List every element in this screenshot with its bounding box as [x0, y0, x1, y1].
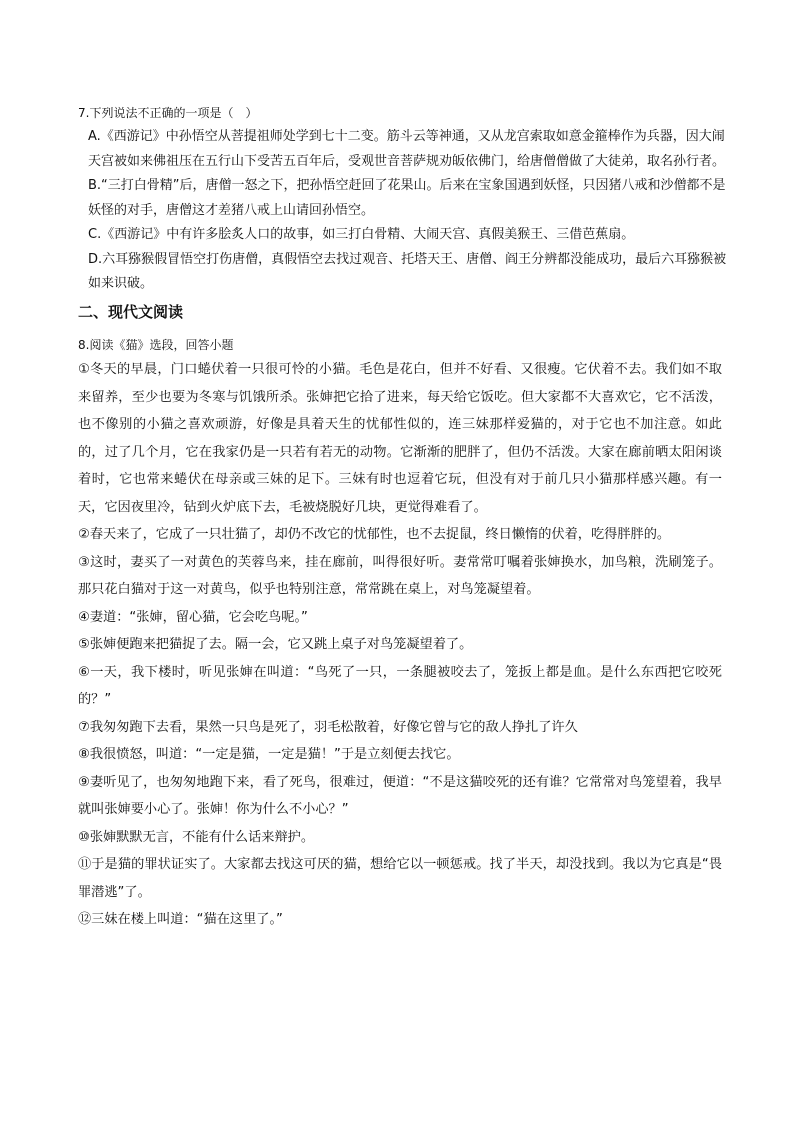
- question-7-title: 7.下列说法不正确的一项是（ ）: [78, 106, 258, 120]
- paragraph-7: ⑦我匆匆跑下去看，果然一只鸟是死了，羽毛松散着，好像它曾与它的敌人挣扎了许久: [78, 719, 578, 735]
- paragraph-9: ⑨妻听见了，也匆匆地跑下来，看了死鸟，很难过，便道：“不是这猫咬死的还有谁？它常常对鸟笼望着，我早就叫张婶要小心了。张婶！你为什么不小心？”: [78, 774, 722, 817]
- paragraph-10: ⑩张婶默默无言，不能有什么话来辩护。: [78, 829, 315, 845]
- paragraph-6: ⑥一天，我下楼时，听见张婶在叫道：“鸟死了一只，一条腿被咬去了，笼扳上都是血。是什么东西把它咬死的？”: [78, 664, 722, 707]
- paragraph-3: ③这时，妻买了一对黄色的芙蓉鸟来，挂在廊前，叫得很好听。妻常常叮嘱着张婶换水，加鸟粮，洗刷笼子。那只花白猫对于这一对黄鸟，似乎也特别注意，常常跳在桌上，对鸟笼凝望着。: [78, 554, 722, 597]
- paragraph-5: ⑤张婶便跑来把猫捉了去。隔一会，它又跳上桌子对鸟笼凝望着了。: [78, 637, 473, 652]
- option-a: A.《西游记》中孙悟空从菩提祖师处学到七十二变。筋斗云等神通，又从龙宫索取如意金箍棒作为兵器，因大闹天宫被如来佛祖压在五行山下受苦五百年后，受观世音菩萨规劝皈依佛门，给唐僧僧做了大徒弟，取名孙行者。: [88, 129, 726, 169]
- question-8: [78, 337, 722, 934]
- option-b: B.“三打白骨精”后，唐僧一怒之下，把孙悟空赶回了花果山。后来在宝象国遇到妖怪，只因猪八戒和沙僧都不是妖怪的对手，唐僧这才差猪八戒上山请回孙悟空。: [88, 178, 726, 218]
- option-c: C.《西游记》中有许多脍炙人口的故事，如三打白骨精、大闹天宫、真假美猴王、三借芭蕉扇。: [88, 227, 635, 242]
- section-heading: 二、现代文阅读: [78, 303, 184, 321]
- paragraph-8: ⑧我很愤怒，叫道：“一定是猫，一定是猫！”于是立刻便去找它。: [78, 747, 460, 762]
- paragraph-12: ⑫三妹在楼上叫道：“猫在这里了。”: [78, 912, 283, 927]
- question-7: [78, 105, 728, 297]
- paragraph-4: ④妻道：“张婶，留心猫，它会吃鸟呢。”: [78, 609, 308, 625]
- paragraph-2: ②春天来了，它成了一只壮猫了，却仍不改它的忧郁性，也不去捉鼠，终日懒惰的伏着，吃得胖胖的。: [78, 527, 671, 542]
- question-8-title: 8.阅读《猫》选段，回答小题: [78, 338, 234, 352]
- paragraph-1: ①冬天的早晨，门口蜷伏着一只很可怜的小猫。毛色是花白，但并不好看、又很瘦。它伏着不去。我们如不取来留养，至少也要为冬寒与饥饿所杀。张婶把它拾了进来，每天给它饭吃。但大家都不大喜欢它，它不活泼，也不像别的小猫之喜欢顽游，好像是具着天生的忧郁性似的，连三妹那样爱猫的，对于它也不加注意。如此的，过了几个月，它在我家仍是一只若有若无的动物。它渐渐的肥胖了，但仍不活泼。大家在廊前晒太阳闲谈着时，它也常来蜷伏在母亲或三妹的足下。三妹有时也逗着它玩，但没有对于前几只小猫那样感兴趣。有一天，它因夜里冷，钻到火炉底下去，毛被烧脱好几块，更觉得难看了。: [78, 362, 722, 515]
- option-d: D.六耳猕猴假冒悟空打伤唐僧，真假悟空去找过观音、托塔天王、唐僧、阎王分辨都没能成功，最后六耳猕猴被如来识破。: [88, 251, 727, 291]
- paragraph-11: ⑪于是猫的罪状证实了。大家都去找这可厌的猫，想给它以一顿惩戒。找了半天，却没找到。我以为它真是“畏罪潜逃”了。: [78, 857, 722, 900]
